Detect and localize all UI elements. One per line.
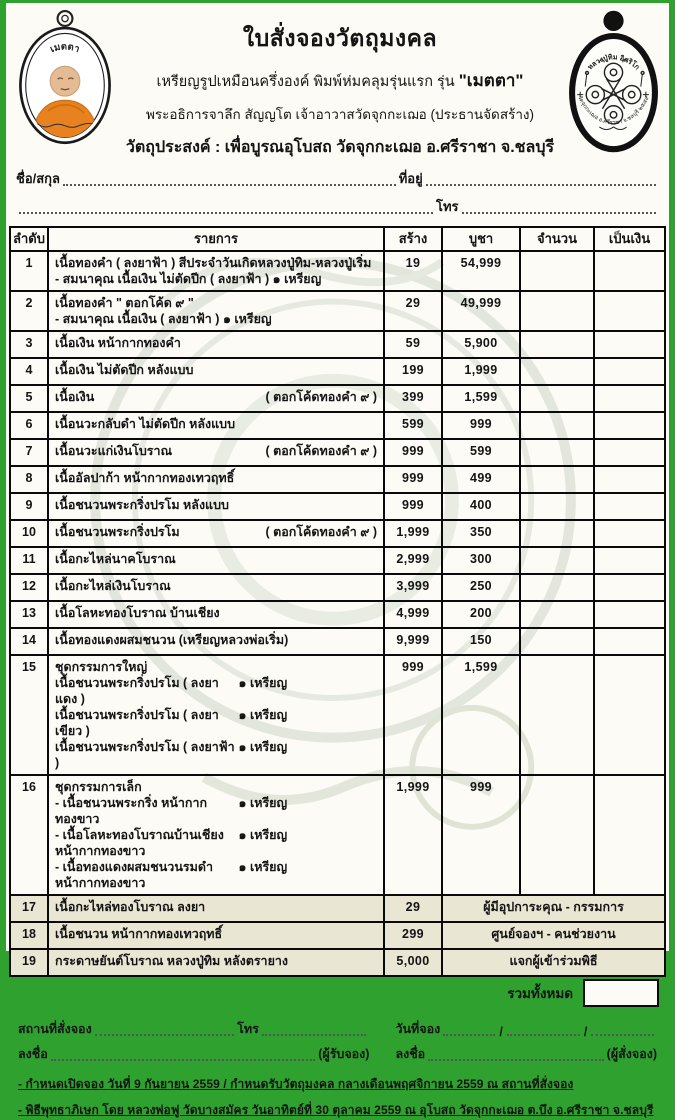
order-no-cell: 16 — [10, 775, 48, 895]
amount-input-cell[interactable] — [594, 412, 665, 439]
price-cell: 1,999 — [442, 358, 520, 385]
table-row — [10, 547, 665, 574]
purpose-line: วัตถุประสงค์ : เพื่อบูรณอุโบสถ วัดจุกกะเฌอ อ.ศรีราชา จ.ชลบุรี — [125, 139, 555, 156]
sub-item-text: - เนื้อทองแดงผสมชนวนรมดำ หน้ากากทองขาว — [55, 860, 213, 890]
made-count-cell: 999 — [384, 655, 442, 775]
item-cell — [48, 251, 384, 291]
item-code-note: ( ตอกโค้ดทองคำ ๙ ) — [265, 390, 377, 404]
item-text: เนื้อโลหะทองโบราณ บ้านเชียง — [55, 606, 220, 620]
price-cell: 200 — [442, 601, 520, 628]
qty-input-cell[interactable] — [520, 412, 594, 439]
price-cell: 1,599 — [442, 385, 520, 412]
price-cell: 300 — [442, 547, 520, 574]
item-cell — [48, 922, 384, 949]
made-count-cell: 199 — [384, 358, 442, 385]
item-sub-line — [55, 795, 377, 827]
amount-input-cell[interactable] — [594, 331, 665, 358]
qty-input-cell[interactable] — [520, 547, 594, 574]
order-no-cell: 15 — [10, 655, 48, 775]
table-row — [10, 895, 665, 922]
item-sub-line — [55, 859, 377, 891]
order-date-month-field[interactable] — [507, 1022, 580, 1036]
grand-total-label: รวมทั้งหมด — [507, 986, 573, 1001]
order-no-cell: 11 — [10, 547, 48, 574]
price-cell: 499 — [442, 466, 520, 493]
item-sub-line — [55, 739, 377, 771]
item-text: - สมนาคุณ เนื้อเงิน ไม่ตัดปีก ( ลงยาฟ้า ) ๑ เหรียญ — [55, 272, 322, 286]
price-cell: 250 — [442, 574, 520, 601]
made-count-cell: 999 — [384, 493, 442, 520]
qty-input-cell[interactable] — [520, 466, 594, 493]
table-row — [10, 949, 665, 976]
qty-input-cell[interactable] — [520, 331, 594, 358]
item-text: เนื้อทองแดงผสมชนวน (เหรียญหลวงพ่อเริ่ม) — [55, 633, 289, 647]
item-text: - สมนาคุณ เนื้อเงิน ( ลงยาฟ้า ) ๑ เหรียญ — [55, 312, 272, 326]
item-line — [55, 551, 377, 567]
price-cell: 1,599 — [442, 655, 520, 775]
item-text: เนื้อทองคำ ( ลงยาฟ้า ) สีประจำวันเกิดหลวงปู่ทิม-หลวงปู่เริ่ม — [55, 256, 372, 270]
item-cell — [48, 331, 384, 358]
address-field-line2[interactable] — [19, 200, 433, 214]
order-no-cell: 8 — [10, 466, 48, 493]
made-count-cell: 299 — [384, 922, 442, 949]
item-line — [55, 443, 377, 459]
item-text: ชุดกรรมการใหญ่ — [55, 660, 148, 674]
item-cell — [48, 895, 384, 922]
subtitle-text: เหรียญรูปเหมือนครึ่งองค์ พิมพ์ห่มคลุมรุ่นแรก รุ่น — [156, 74, 455, 90]
sign-right-role: (ผู้สั่งจอง) — [606, 1047, 657, 1061]
made-count-cell: 399 — [384, 385, 442, 412]
table-row — [10, 385, 665, 412]
order-no-cell: 12 — [10, 574, 48, 601]
made-count-cell: 29 — [384, 895, 442, 922]
amount-input-cell[interactable] — [594, 628, 665, 655]
table-row — [10, 291, 665, 331]
amount-input-cell[interactable] — [594, 601, 665, 628]
edition-name: "เมตตา" — [458, 71, 524, 90]
item-cell — [48, 412, 384, 439]
amount-input-cell[interactable] — [594, 775, 665, 895]
address-label: ที่อยู่ — [398, 171, 423, 186]
qty-input-cell[interactable] — [520, 439, 594, 466]
sub-item-text: - เนื้อชนวนพระกริ่ง หน้ากากทองขาว — [55, 796, 208, 826]
sub-item-qty: ๑ เหรียญ — [238, 708, 288, 722]
item-text: เนื้อนวะแก่เงินโบราณ — [55, 444, 173, 458]
made-count-cell: 999 — [384, 466, 442, 493]
item-text: เนื้อชนวน หน้ากากทองเทวฤทธิ์ — [55, 927, 223, 941]
item-cell — [48, 466, 384, 493]
order-place-field[interactable] — [95, 1022, 234, 1036]
made-count-cell: 59 — [384, 331, 442, 358]
table-body — [10, 251, 665, 976]
page-title: ใบสั่งจองวัตถุมงคล — [242, 25, 438, 51]
order-no-cell: 3 — [10, 331, 48, 358]
phone-label: โทร — [436, 199, 459, 214]
order-form-page — [3, 0, 672, 1117]
amount-input-cell[interactable] — [594, 439, 665, 466]
made-count-cell: 3,999 — [384, 574, 442, 601]
price-cell: 54,999 — [442, 251, 520, 291]
column-header-5: เป็นเงิน — [594, 227, 665, 251]
price-cell: 350 — [442, 520, 520, 547]
item-cell — [48, 655, 384, 775]
item-text: เนื้อกะไหล่ทองโบราณ ลงยา — [55, 900, 206, 914]
order-table — [9, 226, 666, 977]
item-code-note: ( ตอกโค้ดทองคำ ๙ ) — [265, 525, 377, 539]
item-line — [55, 524, 377, 540]
note-booking-dates: - กำหนดเปิดจอง วันที่ 9 กันยายน 2559 / กำหนดรับวัตถุมงคล กลางเดือนพฤศจิกายน 2559 ณ สถานที่สั่งจอง — [18, 1077, 574, 1091]
item-text: เนื้ออัลปาก้า หน้ากากทองเทวฤทธิ์ — [55, 471, 235, 485]
name-field[interactable] — [63, 172, 396, 186]
table-row — [10, 439, 665, 466]
item-cell — [48, 628, 384, 655]
phone-field[interactable] — [462, 200, 656, 214]
order-no-cell: 13 — [10, 601, 48, 628]
sub-item-text: - เนื้อโลหะทองโบราณบ้านเชียง หน้ากากทองขาว — [55, 828, 224, 858]
sub-item-qty: ๑ เหรียญ — [238, 860, 288, 874]
price-cell: 599 — [442, 439, 520, 466]
qty-input-cell[interactable] — [520, 520, 594, 547]
table-row — [10, 251, 665, 291]
item-line — [55, 470, 377, 486]
order-no-cell: 17 — [10, 895, 48, 922]
qty-input-cell[interactable] — [520, 628, 594, 655]
made-count-cell: 29 — [384, 291, 442, 331]
item-text: เนื้อกะไหล่เงินโบราณ — [55, 579, 171, 593]
price-cell: 999 — [442, 412, 520, 439]
sub-item-qty: ๑ เหรียญ — [238, 828, 288, 842]
amount-input-cell[interactable] — [594, 358, 665, 385]
qty-input-cell[interactable] — [520, 775, 594, 895]
amulet-back-image — [563, 9, 663, 162]
order-place-label: สถานที่สั่งจอง — [18, 1022, 92, 1036]
order-no-cell: 4 — [10, 358, 48, 385]
item-text: เนื้อเงิน หน้ากากทองคำ — [55, 336, 181, 350]
item-text: เนื้อทองคำ " ตอกโค้ด ๙ " — [55, 296, 194, 310]
item-text: เนื้อนวะกลับดำ ไม่ตัดปีก หลังแบบ — [55, 417, 236, 431]
order-no-cell: 5 — [10, 385, 48, 412]
table-header-row — [10, 227, 665, 251]
item-cell — [48, 291, 384, 331]
price-cell: 49,999 — [442, 291, 520, 331]
item-sub-line — [55, 675, 377, 707]
item-text: ชุดกรรมการเล็ก — [55, 780, 142, 794]
order-no-cell: 2 — [10, 291, 48, 331]
footer — [6, 1007, 669, 1120]
order-date-year-field[interactable] — [591, 1022, 654, 1036]
sub-item-text: เนื้อชนวนพระกริ่งปรโม ( ลงยาแดง ) — [55, 676, 219, 706]
item-cell — [48, 775, 384, 895]
sub-item-qty: ๑ เหรียญ — [238, 676, 288, 690]
amount-input-cell[interactable] — [594, 655, 665, 775]
qty-input-cell[interactable] — [520, 493, 594, 520]
item-line — [55, 632, 377, 648]
qty-input-cell[interactable] — [520, 358, 594, 385]
made-count-cell: 2,999 — [384, 547, 442, 574]
table-row — [10, 493, 665, 520]
item-code-note: ( ตอกโค้ดทองคำ ๙ ) — [265, 444, 377, 458]
order-no-cell: 9 — [10, 493, 48, 520]
item-cell — [48, 358, 384, 385]
item-cell — [48, 601, 384, 628]
table-row — [10, 520, 665, 547]
sign-left-label: ลงชื่อ — [18, 1047, 48, 1061]
item-line — [55, 605, 377, 621]
column-header-2: สร้าง — [384, 227, 442, 251]
order-date-label: วันที่จอง — [395, 1022, 441, 1036]
qty-input-cell[interactable] — [520, 385, 594, 412]
order-no-cell: 18 — [10, 922, 48, 949]
column-header-3: บูชา — [442, 227, 520, 251]
allocation-cell: ศูนย์จองฯ - คนช่วยงาน — [442, 922, 665, 949]
amulet-front-arc-text: เมตตา — [48, 41, 81, 56]
item-cell — [48, 439, 384, 466]
sub-item-qty: ๑ เหรียญ — [238, 796, 288, 810]
table-row — [10, 331, 665, 358]
made-count-cell: 4,999 — [384, 601, 442, 628]
item-line — [55, 659, 377, 675]
amulet-back-top-text: หลวงปู่ทิม อิสริโก — [586, 54, 641, 72]
sign-right-label: ลงชื่อ — [395, 1047, 426, 1061]
item-text: เนื้อเงิน ไม่ตัดปีก หลังแบบ — [55, 363, 194, 377]
item-line — [55, 416, 377, 432]
table-row — [10, 628, 665, 655]
item-text: เนื้อชนวนพระกริ่งปรโม หลังแบบ — [55, 498, 229, 512]
qty-input-cell[interactable] — [520, 601, 594, 628]
item-line — [55, 295, 377, 311]
item-cell — [48, 949, 384, 976]
item-line — [55, 335, 377, 351]
item-line — [55, 926, 377, 942]
amount-input-cell[interactable] — [594, 291, 665, 331]
item-line — [55, 578, 377, 594]
amulet-back-bottom-text: วัดจุกกะเฌอ อ.ศรีราชา จ.ชลบุรี ๒๕๕๙ — [576, 95, 651, 127]
made-count-cell: 19 — [384, 251, 442, 291]
item-sub-line — [55, 827, 377, 859]
order-no-cell: 10 — [10, 520, 48, 547]
item-cell — [48, 574, 384, 601]
item-line — [55, 899, 377, 915]
table-row — [10, 466, 665, 493]
table-row — [10, 358, 665, 385]
order-no-cell: 1 — [10, 251, 48, 291]
item-line — [55, 953, 377, 969]
date-slash: / — [499, 1025, 503, 1039]
item-line — [55, 311, 377, 327]
amount-input-cell[interactable] — [594, 547, 665, 574]
amount-input-cell[interactable] — [594, 520, 665, 547]
column-header-1: รายการ — [48, 227, 384, 251]
item-cell — [48, 493, 384, 520]
order-no-cell: 19 — [10, 949, 48, 976]
price-cell: 5,900 — [442, 331, 520, 358]
amulet-front-image — [12, 9, 117, 152]
table-row — [10, 574, 665, 601]
sub-item-text: เนื้อชนวนพระกริ่งปรโม ( ลงยาฟ้า ) — [55, 740, 235, 770]
price-cell: 150 — [442, 628, 520, 655]
sign-right-field[interactable] — [428, 1047, 603, 1061]
allocation-cell: แจกผู้เข้าร่วมพิธี — [442, 949, 665, 976]
sign-left-field[interactable] — [51, 1047, 315, 1061]
item-line — [55, 389, 377, 405]
qty-input-cell[interactable] — [520, 574, 594, 601]
item-text: เนื้อชนวนพระกริ่งปรโม — [55, 525, 180, 539]
made-count-cell: 9,999 — [384, 628, 442, 655]
footer-phone-label: โทร — [237, 1022, 259, 1036]
abbot-line: พระอธิการจาลึก สัญญโต เจ้าอาวาสวัดจุกกะเฌอ (ประธานจัดสร้าง) — [146, 107, 534, 122]
sub-item-text: เนื้อชนวนพระกริ่งปรโม ( ลงยาเขียว ) — [55, 708, 219, 738]
qty-input-cell[interactable] — [520, 655, 594, 775]
order-no-cell: 14 — [10, 628, 48, 655]
item-line — [55, 271, 377, 287]
item-line — [55, 779, 377, 795]
table-row — [10, 775, 665, 895]
item-line — [55, 497, 377, 513]
header — [6, 3, 669, 162]
grand-total-box[interactable] — [583, 979, 659, 1007]
item-cell — [48, 520, 384, 547]
column-header-4: จำนวน — [520, 227, 594, 251]
sub-item-qty: ๑ เหรียญ — [238, 740, 288, 754]
item-text: เนื้อกะไหล่นาคโบราณ — [55, 552, 176, 566]
order-date-day-field[interactable] — [443, 1022, 495, 1036]
table-row — [10, 412, 665, 439]
made-count-cell: 1,999 — [384, 775, 442, 895]
order-no-cell: 7 — [10, 439, 48, 466]
made-count-cell: 999 — [384, 439, 442, 466]
item-cell — [48, 385, 384, 412]
made-count-cell: 599 — [384, 412, 442, 439]
amount-input-cell[interactable] — [594, 493, 665, 520]
table-row — [10, 922, 665, 949]
order-no-cell: 6 — [10, 412, 48, 439]
name-label: ชื่อ/สกุล — [16, 171, 61, 186]
amount-input-cell[interactable] — [594, 574, 665, 601]
made-count-cell: 1,999 — [384, 520, 442, 547]
qty-input-cell[interactable] — [520, 251, 594, 291]
amount-input-cell[interactable] — [594, 385, 665, 412]
made-count-cell: 5,000 — [384, 949, 442, 976]
item-line — [55, 362, 377, 378]
item-sub-line — [55, 707, 377, 739]
price-cell: 999 — [442, 775, 520, 895]
item-text: เนื้อเงิน — [55, 390, 95, 404]
date-slash2: / — [583, 1025, 588, 1039]
column-header-0: ลำดับ — [10, 227, 48, 251]
amount-input-cell[interactable] — [594, 466, 665, 493]
sign-left-role: (ผู้รับจอง) — [318, 1047, 370, 1061]
item-cell — [48, 547, 384, 574]
note-ceremony: - พิธีพุทธาภิเษก โดย หลวงพ่อฟู วัดบางสมัคร วันอาทิตย์ที่ 30 ตุลาคม 2559 ณ อุโบสถ วัดจุกกะเฌอ ต.บึง อ.ศรีราชา จ.ชลบุรี — [18, 1103, 654, 1117]
footer-phone-field[interactable] — [262, 1022, 367, 1036]
item-line — [55, 255, 377, 271]
qty-input-cell[interactable] — [520, 291, 594, 331]
table-row — [10, 655, 665, 775]
address-field[interactable] — [426, 172, 656, 186]
table-row — [10, 601, 665, 628]
price-cell: 400 — [442, 493, 520, 520]
amount-input-cell[interactable] — [594, 251, 665, 291]
allocation-cell: ผู้มีอุปการะคุณ - กรรมการ — [442, 895, 665, 922]
item-text: กระดาษยันต์โบราณ หลวงปู่ทิม หลังตรายาง — [55, 954, 289, 968]
